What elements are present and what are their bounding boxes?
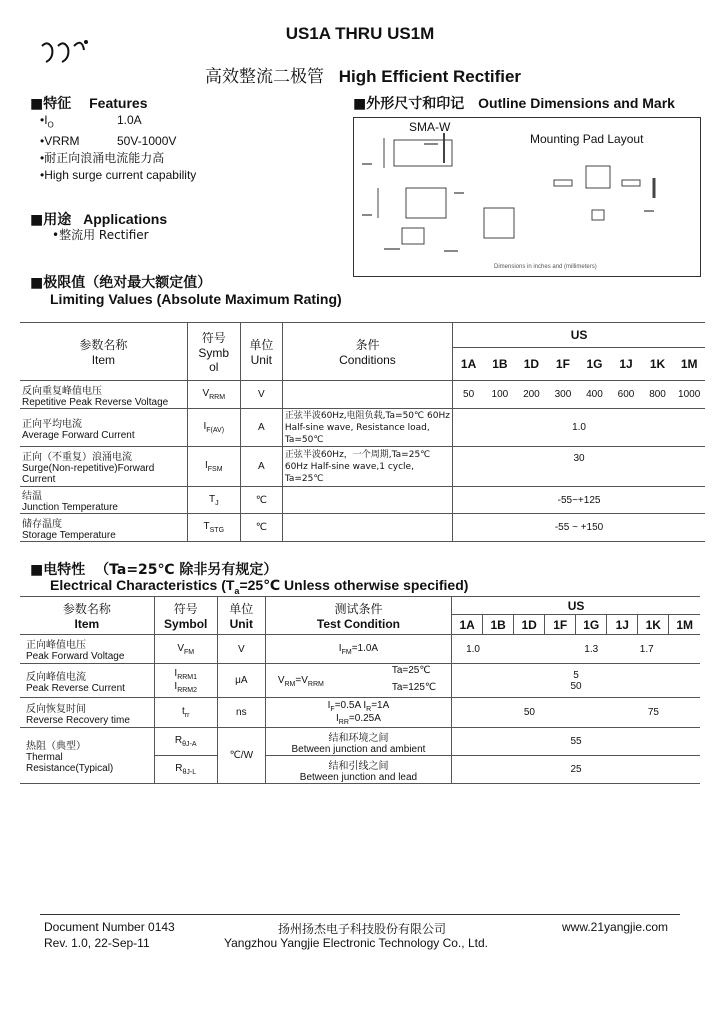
el-row-trr [20, 698, 700, 728]
applications-heading [30, 209, 167, 229]
el-hdr-symbol [154, 597, 217, 635]
el-row-ir [20, 664, 700, 698]
el-value: 1.0 [452, 635, 545, 664]
lim-hdr-symbol-cn: 符号 [201, 331, 226, 345]
lim-grade: 1B [484, 348, 516, 381]
el-row-en: Peak Forward Voltage [26, 651, 125, 662]
el-cond-sub: RM [284, 681, 296, 688]
footer-url[interactable]: www.21yangjie.com [562, 920, 669, 934]
lim-row-en: Average Forward Current [22, 429, 135, 441]
el-unit: μA [217, 664, 265, 698]
electrical-heading-en-sub: a [234, 585, 240, 596]
lim-value: 100 [484, 381, 516, 409]
lim-grade: 1J [610, 348, 642, 381]
feature-vrrm [40, 133, 196, 150]
el-unit: ℃/W [217, 728, 265, 784]
el-row-cn: 反向峰值电流 [26, 671, 86, 683]
lim-grade: 1F [547, 348, 579, 381]
features-list [40, 112, 196, 184]
el-cond: =0.25A [348, 712, 381, 724]
lim-row-vrrm [20, 381, 705, 409]
lim-hdr-symbol [187, 323, 240, 381]
lim-value: 30 [453, 447, 705, 487]
el-cond-sub: FM [341, 648, 352, 656]
lim-value: 300 [547, 381, 579, 409]
el-hdr-unit-cn: 单位 [229, 602, 254, 616]
bullet: • [40, 168, 45, 183]
lim-unit: ℃ [240, 487, 282, 514]
limiting-values-table [20, 322, 705, 542]
lim-hdr-item-en: Item [91, 353, 116, 367]
el-row-en: Peak Reverse Current [26, 682, 125, 694]
lim-hdr-unit-en: Unit [250, 353, 272, 367]
el-cond: =0.5A I [334, 699, 367, 711]
el-value: 25 [452, 756, 700, 784]
el-hdr-unit [217, 597, 265, 635]
el-row-cn: 反向恢复时间 [26, 703, 86, 715]
el-row-cn: 热阻（典型） [26, 741, 86, 752]
limiting-heading-en: Limiting Values (Absolute Maximum Rating) [50, 291, 342, 307]
el-row-cn: 正向峰值电压 [26, 640, 86, 651]
outline-heading-en: Outline Dimensions and Mark [478, 95, 675, 111]
lim-unit: A [240, 447, 282, 487]
lim-value: 50 [453, 381, 485, 409]
el-cond: I [338, 642, 342, 654]
applications-heading-en: Applications [83, 211, 168, 227]
el-cond: =V [295, 675, 308, 686]
lim-sym: I [203, 421, 207, 432]
footer-rev: Rev. 1.0, 22-Sep-11 [44, 936, 150, 950]
el-hdr-unit-en: Unit [229, 617, 253, 631]
el-cond: I [327, 699, 331, 711]
lim-cond [282, 381, 452, 409]
el-cond-ta2: Ta=125℃ [391, 682, 437, 693]
lim-sym-sub: FSM [207, 466, 223, 473]
el-hdr-cond [265, 597, 451, 635]
el-grade: 1F [545, 615, 576, 635]
features-heading [30, 93, 147, 113]
lim-sym-sub: RRM [209, 394, 226, 401]
feature-surge-cn [40, 150, 196, 167]
lim-row-tj [20, 487, 705, 514]
feature-io-value: 1.0A [117, 113, 142, 127]
el-cond-en: Between junction and lead [299, 771, 418, 783]
lim-grade: 1K [642, 348, 674, 381]
feature-surge-en-text: High surge current capability [44, 168, 197, 183]
el-cond: =1A [371, 699, 390, 711]
el-value: 1.7 [638, 635, 700, 664]
lim-cond [282, 487, 452, 514]
lim-sym: I [204, 460, 208, 471]
lim-unit: A [240, 409, 282, 447]
el-hdr-symbol-en: Symbol [164, 617, 208, 631]
lim-row-en: Storage Temperature [22, 529, 116, 541]
el-value: 50 [570, 680, 582, 692]
el-grade: 1B [483, 615, 514, 635]
feature-vrrm-label: VRRM [44, 134, 80, 149]
el-unit: V [217, 635, 265, 664]
lim-row-tstg [20, 514, 705, 542]
electrical-heading-cn: ■电特性 [30, 562, 86, 578]
el-sym: R [175, 763, 183, 774]
subtitle [205, 62, 521, 87]
el-hdr-cond-cn: 测试条件 [334, 602, 383, 616]
el-hdr-item-cn: 参数名称 [62, 602, 111, 616]
lim-sym: T [203, 521, 210, 532]
el-sym: t [182, 706, 185, 717]
lim-hdr-unit [240, 323, 282, 381]
el-cond-sub: RRM [307, 681, 324, 688]
el-cond-en: Between junction and ambient [291, 743, 426, 755]
lim-sym-sub: STG [209, 527, 225, 534]
el-sym-sub: RRM1 [177, 673, 198, 681]
el-sym: I [174, 680, 178, 692]
subtitle-en: High Efficient Rectifier [338, 67, 522, 86]
el-sym: I [174, 667, 178, 679]
lim-row-cn: 反向重复峰值电压 [22, 385, 102, 397]
lim-row-cn: 结温 [22, 491, 42, 502]
electrical-heading-ta: （Ta=25℃ 除非另有规定） [95, 562, 278, 578]
el-row-vf [20, 635, 700, 664]
page-title: US1A THRU US1M [285, 24, 435, 43]
lim-hdr-symbol-en: Symb ol [198, 346, 230, 374]
el-grade: 1J [607, 615, 638, 635]
el-cond: I [336, 712, 339, 724]
lim-row-ifav [20, 409, 705, 447]
lim-grade: 1G [579, 348, 611, 381]
lim-value: 400 [579, 381, 611, 409]
lim-hdr-cond-cn: 条件 [355, 338, 380, 352]
el-cond-sub: R [366, 705, 372, 713]
lim-row-en: Repetitive Peak Reverse Voltage [22, 396, 169, 408]
lim-row-cn: 正向平均电流 [22, 418, 82, 430]
lim-row-en: Junction Temperature [22, 502, 118, 513]
el-grade: 1M [669, 615, 700, 635]
lim-hdr-unit-cn: 单位 [249, 338, 274, 352]
lim-unit: ℃ [240, 514, 282, 542]
limiting-heading-cn: ■极限值（绝对最大额定值） [30, 275, 212, 291]
lim-hdr-item [20, 323, 187, 381]
outline-heading [353, 93, 675, 113]
el-sym: V [177, 642, 184, 654]
el-hdr-cond-en: Test Condition [316, 617, 401, 631]
el-cond-ta1: Ta=25℃ [391, 665, 431, 676]
el-grade: 1G [576, 615, 607, 635]
el-grade: 1K [638, 615, 669, 635]
el-sym-sub: rr [184, 712, 190, 719]
el-sym-sub: FM [184, 648, 195, 656]
lim-cond: 正弦半波60Hz，一个周期,Ta=25℃ 60Hz Half-sine wave,1 cycle, Ta=25℃ [282, 447, 452, 487]
lim-cond [282, 514, 452, 542]
el-sym-sub: RRM2 [177, 686, 198, 694]
electrical-table [20, 596, 700, 784]
lim-hdr-item-cn: 参数名称 [79, 338, 128, 352]
lim-sym-sub: F(AV) [206, 427, 225, 434]
outline-heading-cn: ■外形尺寸和印记 [353, 96, 465, 112]
footer-company-cn: 扬州扬杰电子科技股份有限公司 [278, 922, 447, 936]
el-hdr-item-en: Item [74, 617, 100, 631]
el-value: 5 [573, 669, 579, 681]
lim-row-cn: 正向（不重复）浪涌电流 [22, 452, 132, 463]
lim-cond: 正弦半波60Hz,电阻负载,Ta=50℃ 60Hz Half-sine wave, Resistance load, Ta=50℃ [282, 409, 452, 447]
el-grade: 1A [452, 615, 483, 635]
el-hdr-us: US [452, 597, 700, 615]
el-cond-cn: 结和环境之间 [328, 732, 389, 744]
bullet: • [40, 113, 45, 127]
el-row-th-ambient [20, 728, 700, 756]
lim-value: 1.0 [453, 409, 705, 447]
el-value: 55 [452, 728, 700, 756]
bullet: • [40, 134, 45, 149]
lim-value: -55~+125 [453, 487, 705, 514]
outline-drawing-box [353, 117, 701, 277]
lim-hdr-cond-en: Conditions [339, 353, 396, 367]
applications-heading-cn: ■用途 [30, 212, 72, 228]
lim-value: 200 [516, 381, 548, 409]
lim-grade: 1A [453, 348, 485, 381]
el-hdr-symbol-cn: 符号 [173, 602, 198, 616]
el-cond-sub: F [330, 705, 335, 713]
lim-row-cn: 储存温度 [22, 518, 62, 530]
lim-value: -55 ~ +150 [453, 514, 705, 542]
lim-value: 1000 [673, 381, 705, 409]
lim-grade: 1M [673, 348, 705, 381]
el-unit: ns [217, 698, 265, 728]
el-cond: =1.0A [351, 642, 379, 654]
lim-hdr-us: US [453, 323, 705, 348]
application-item: •整流用 Rectifier [52, 228, 149, 242]
el-sym-sub: θJ-L [182, 769, 197, 776]
bullet: • [40, 151, 45, 166]
feature-io-label: I [44, 113, 48, 127]
package-name: SMA-W [409, 120, 451, 134]
lim-value: 600 [610, 381, 642, 409]
features-heading-cn: ■特征 [30, 96, 72, 112]
el-sym: R [174, 735, 183, 746]
lim-hdr-cond [282, 323, 452, 381]
electrical-heading-en [50, 577, 468, 596]
features-heading-en: Features [89, 95, 148, 111]
footer-doc: Document Number 0143 [44, 920, 175, 934]
el-value: 50 [452, 698, 607, 728]
el-row-en: Resistance(Typical) [26, 763, 114, 774]
el-hdr-item [20, 597, 154, 635]
feature-vrrm-value: 50V-1000V [117, 134, 177, 149]
pad-layout-label: Mounting Pad Layout [530, 132, 644, 146]
feature-surge-cn-text: 耐正向浪涌电流能力高 [44, 151, 165, 166]
footer-rule [40, 914, 680, 915]
dimension-note: Dimensions in inches and (millimeters) [494, 264, 597, 270]
el-grade: 1D [514, 615, 545, 635]
lim-value: 800 [642, 381, 674, 409]
footer-company-en: Yangzhou Yangjie Electronic Technology Co., Ltd. [224, 936, 488, 950]
lim-sym-sub: J [215, 499, 219, 507]
lim-sym: T [208, 493, 216, 505]
el-cond-sub: RR [338, 718, 349, 726]
el-cond-cn: 结和引线之间 [328, 760, 389, 772]
lim-row-en: Surge(Non-repetitive)Forward Current [22, 463, 155, 485]
el-row-en: Reverse Recovery time [26, 714, 130, 726]
feature-io [40, 112, 196, 133]
electrical-heading-en-b: =25℃ Unless otherwise specified) [239, 577, 469, 593]
lim-row-ifsm [20, 447, 705, 487]
el-sym-sub: θJ-A [182, 741, 197, 748]
el-value: 75 [607, 698, 700, 728]
lim-sym: V [202, 388, 210, 399]
electrical-heading-en-a: Electrical Characteristics (T [50, 577, 235, 593]
el-value: 1.3 [545, 635, 638, 664]
electrical-heading-cn-line [30, 559, 277, 579]
feature-surge-en [40, 167, 196, 184]
feature-io-sub: O [47, 120, 54, 130]
package-drawing [354, 118, 700, 276]
lim-grade: 1D [516, 348, 548, 381]
el-row-en: Thermal [26, 752, 63, 763]
el-cond: V [277, 675, 285, 686]
subtitle-cn: 高效整流二极管 [205, 67, 324, 87]
lim-unit: V [240, 381, 282, 409]
